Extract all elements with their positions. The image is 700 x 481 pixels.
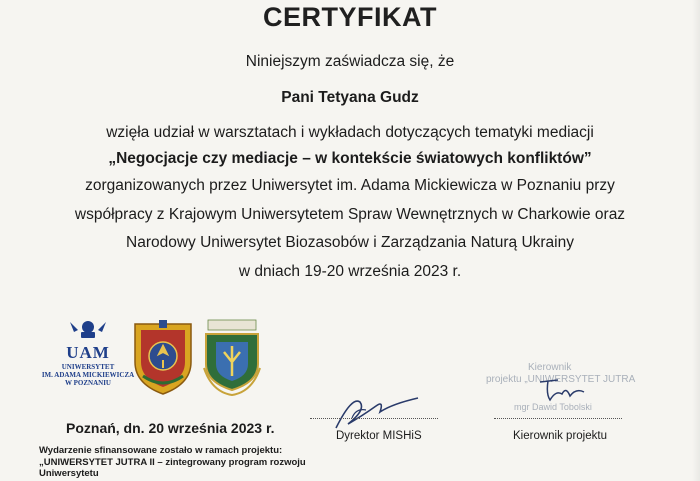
uam-name-line3: W POZNANIU	[65, 379, 111, 387]
director-label: Dyrektor MISHiS	[336, 430, 422, 442]
place-and-date: Poznań, dn. 20 września 2023 r.	[66, 420, 275, 436]
recipient-name: Pani Tetyana Gudz	[281, 89, 419, 106]
kharkiv-university-emblem	[131, 318, 195, 396]
director-signature-line	[310, 418, 438, 419]
funding-line-2: „UNIWERSYTET JUTRA II – zintegrowany program rozwoju	[39, 456, 306, 468]
manager-label: Kierownik projektu	[513, 430, 607, 442]
crest-emblem-icon	[200, 318, 264, 396]
partner-text: Narodowy Uniwersytet Biozasobów i Zarządzania Naturą Ukrainy	[126, 234, 574, 251]
cooperation-text: współpracy z Krajowym Uniwersytetem Spraw Wewnętrznych w Charkowie oraz	[74, 206, 626, 223]
stamp-line-2: projektu „UNIWERSYTET JUTRA	[486, 374, 636, 385]
event-dates: w dniach 19-20 września 2023 r.	[238, 263, 462, 280]
stamp-line-1: Kierownik	[528, 362, 572, 373]
uam-mark: UAM	[66, 343, 110, 362]
funding-line-1: Wydarzenie sfinansowane zostało w ramach projektu:	[39, 445, 283, 456]
funding-note	[39, 445, 319, 480]
page-edge-shadow	[692, 0, 700, 481]
shield-emblem-icon	[131, 318, 195, 396]
event-title: „Negocjacje czy mediacje – w kontekście światowych konfliktów”	[108, 150, 592, 167]
uam-logo	[40, 318, 136, 396]
director-signature-icon	[322, 388, 432, 434]
stamp-line-3: mgr Dawid Tobolski	[514, 402, 592, 412]
certificate-title: CERTYFIKAT	[263, 2, 437, 32]
uam-name-line2: IM. ADAMA MICKIEWICZA	[41, 371, 135, 379]
participation-text: wzięła udział w warsztatach i wykładach dotyczących tematyki mediacji	[106, 124, 594, 141]
manager-signature-line	[494, 418, 622, 419]
bioresources-university-emblem	[200, 318, 264, 396]
funding-line-3: Uniwersytetu	[39, 468, 99, 479]
intro-text: Niniejszym zaświadcza się, że	[245, 53, 455, 70]
uam-name-line1: UNIWERSYTET	[61, 363, 115, 371]
organizer-text: zorganizowanych przez Uniwersytet im. Adama Mickiewicza w Poznaniu przy	[85, 177, 615, 194]
project-manager-signature-icon	[536, 372, 592, 406]
